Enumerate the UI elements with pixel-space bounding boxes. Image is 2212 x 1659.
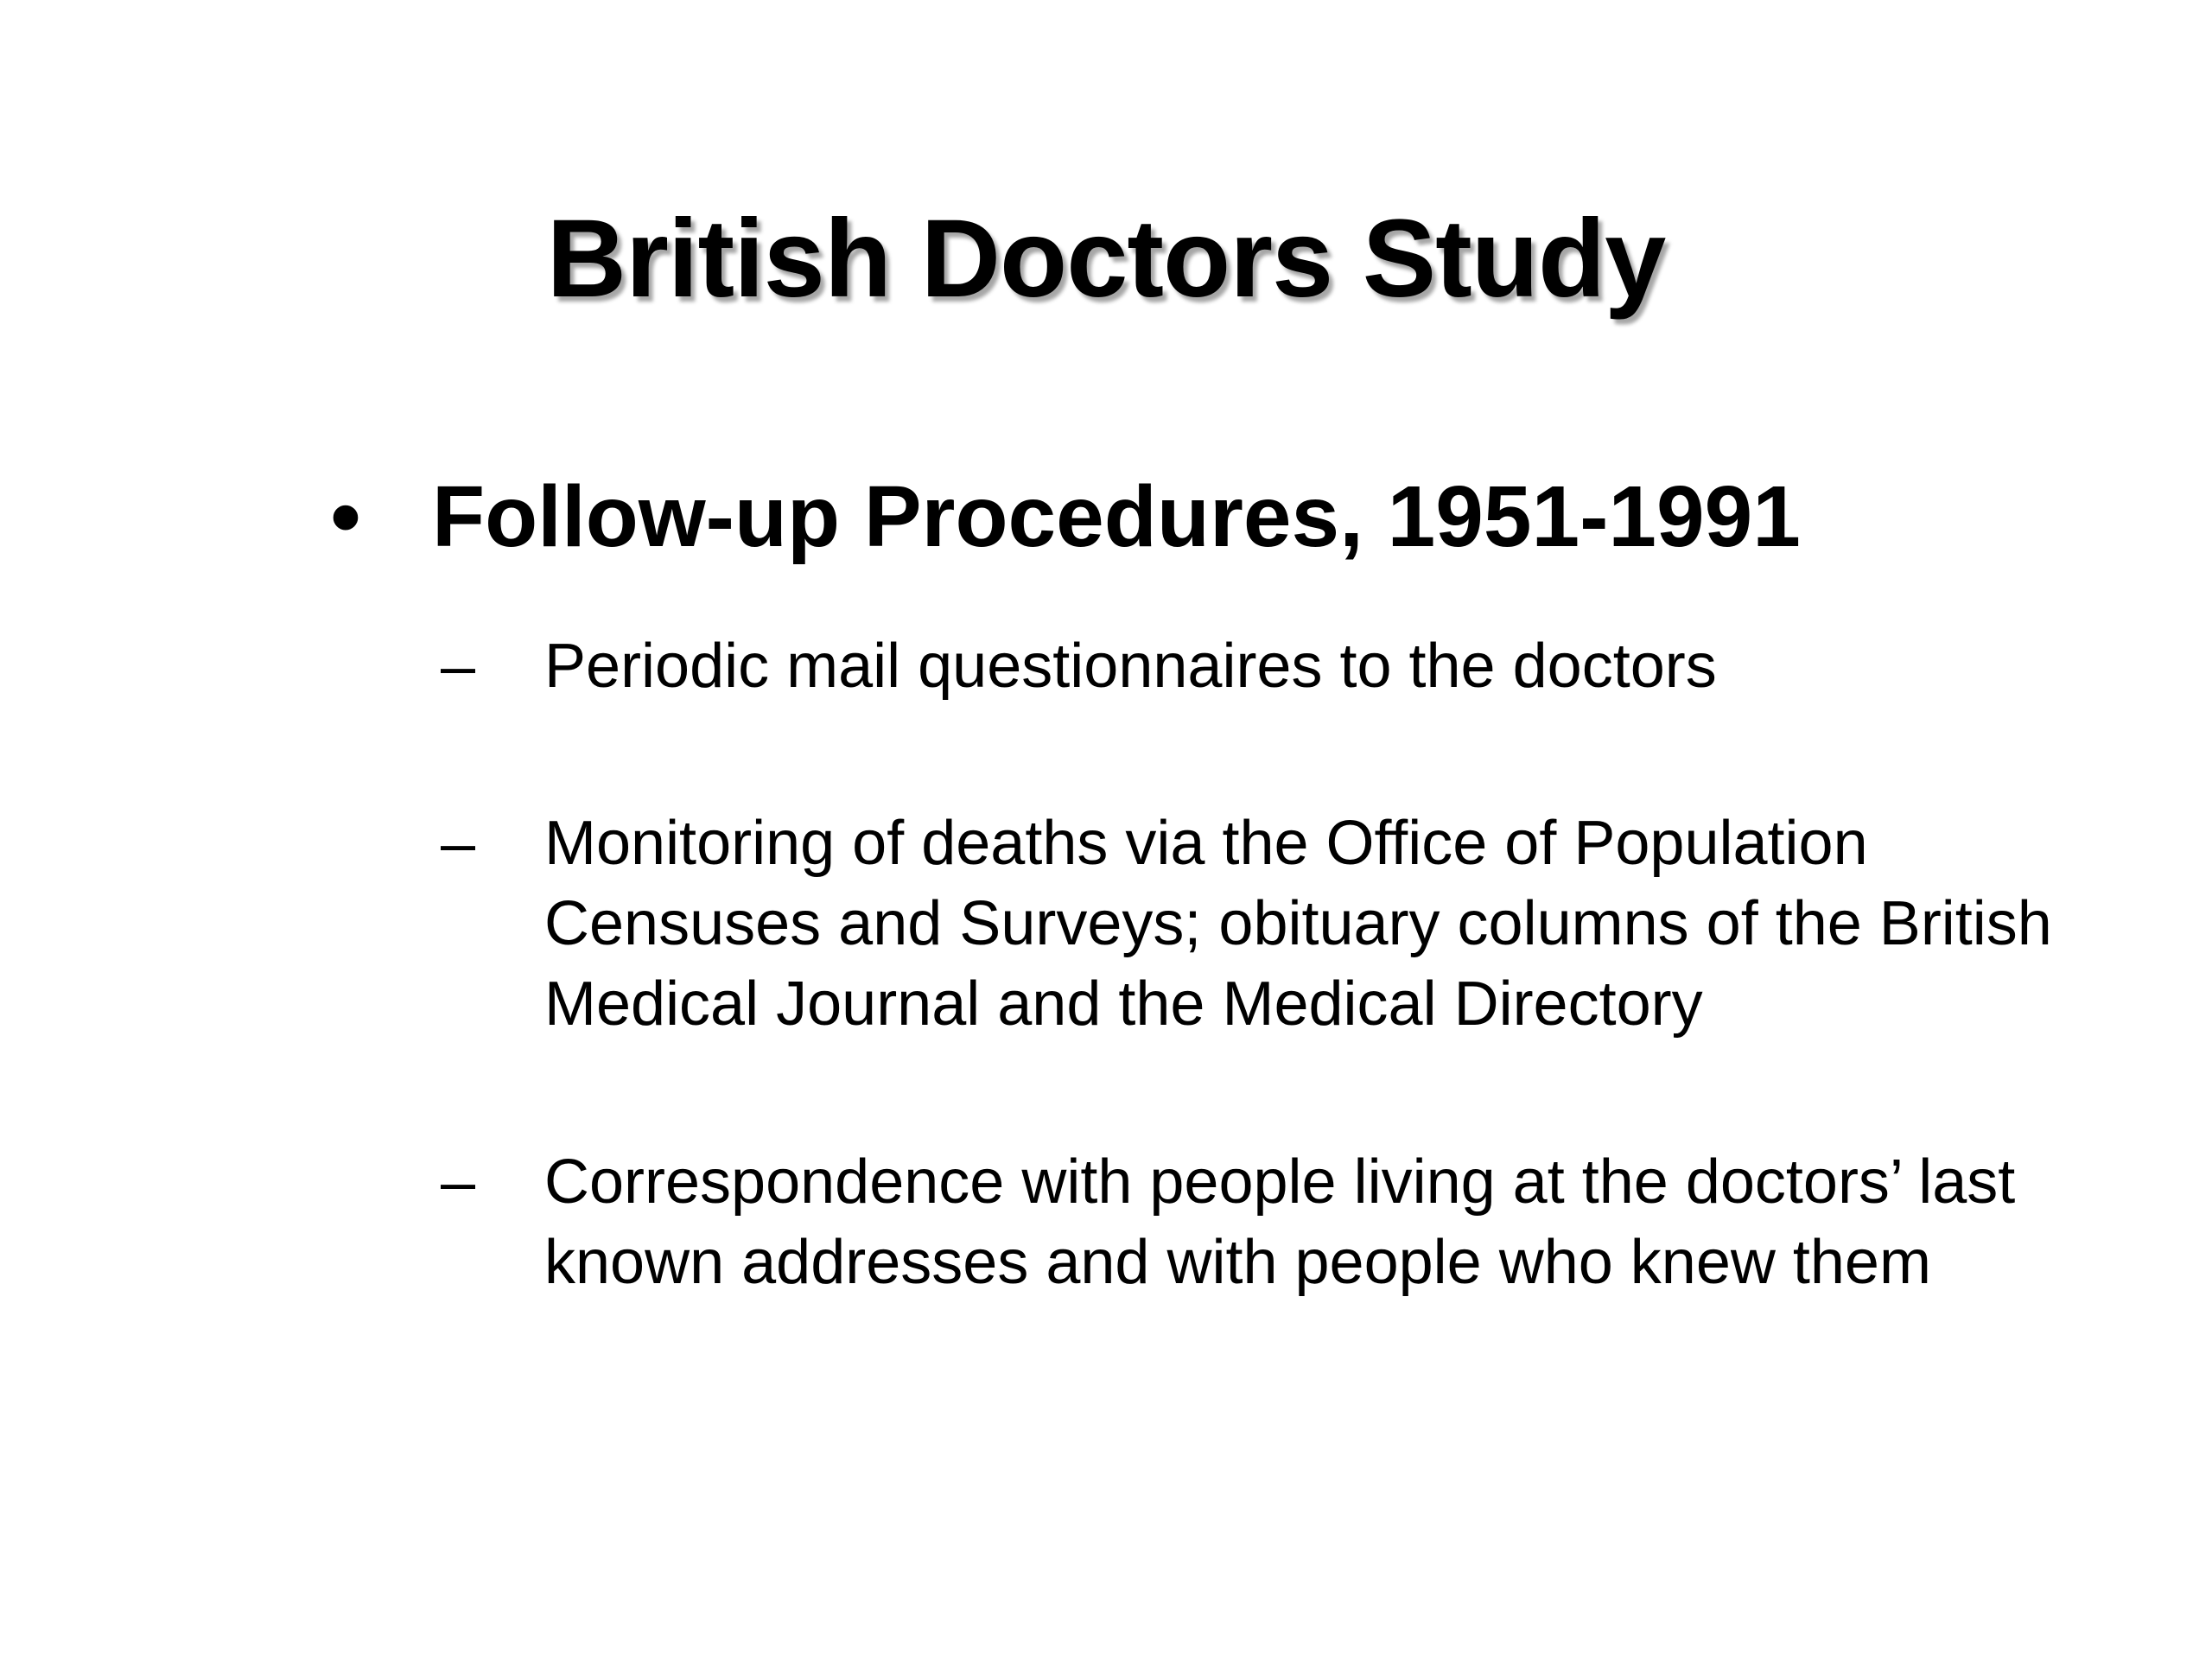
text-line: Correspondence with people living at the doctors’ last: [544, 1147, 2016, 1217]
main-bullet-text: Follow-up Procedures, 1951-1991: [432, 468, 1801, 565]
text-line: Monitoring of deaths via the Office of Population: [544, 809, 1868, 878]
dash-marker: –: [440, 809, 476, 878]
sub-bullet-text: [544, 804, 2190, 1045]
text-line: Medical Journal and the Medical Directory: [544, 969, 1703, 1039]
dash-marker: –: [440, 1147, 476, 1217]
slide-title: British Doctors Study: [546, 197, 1666, 321]
text-line: known addresses and with people who knew them: [544, 1228, 1931, 1297]
dash-marker: –: [440, 632, 476, 701]
bullet-marker: •: [330, 468, 361, 565]
text-line: Periodic mail questionnaires to the doctors: [544, 632, 1717, 701]
sub-bullet-text: [544, 1142, 2190, 1303]
text-line: Censuses and Surveys; obituary columns of the British: [544, 889, 2052, 958]
sub-bullet-text: [544, 626, 2190, 707]
